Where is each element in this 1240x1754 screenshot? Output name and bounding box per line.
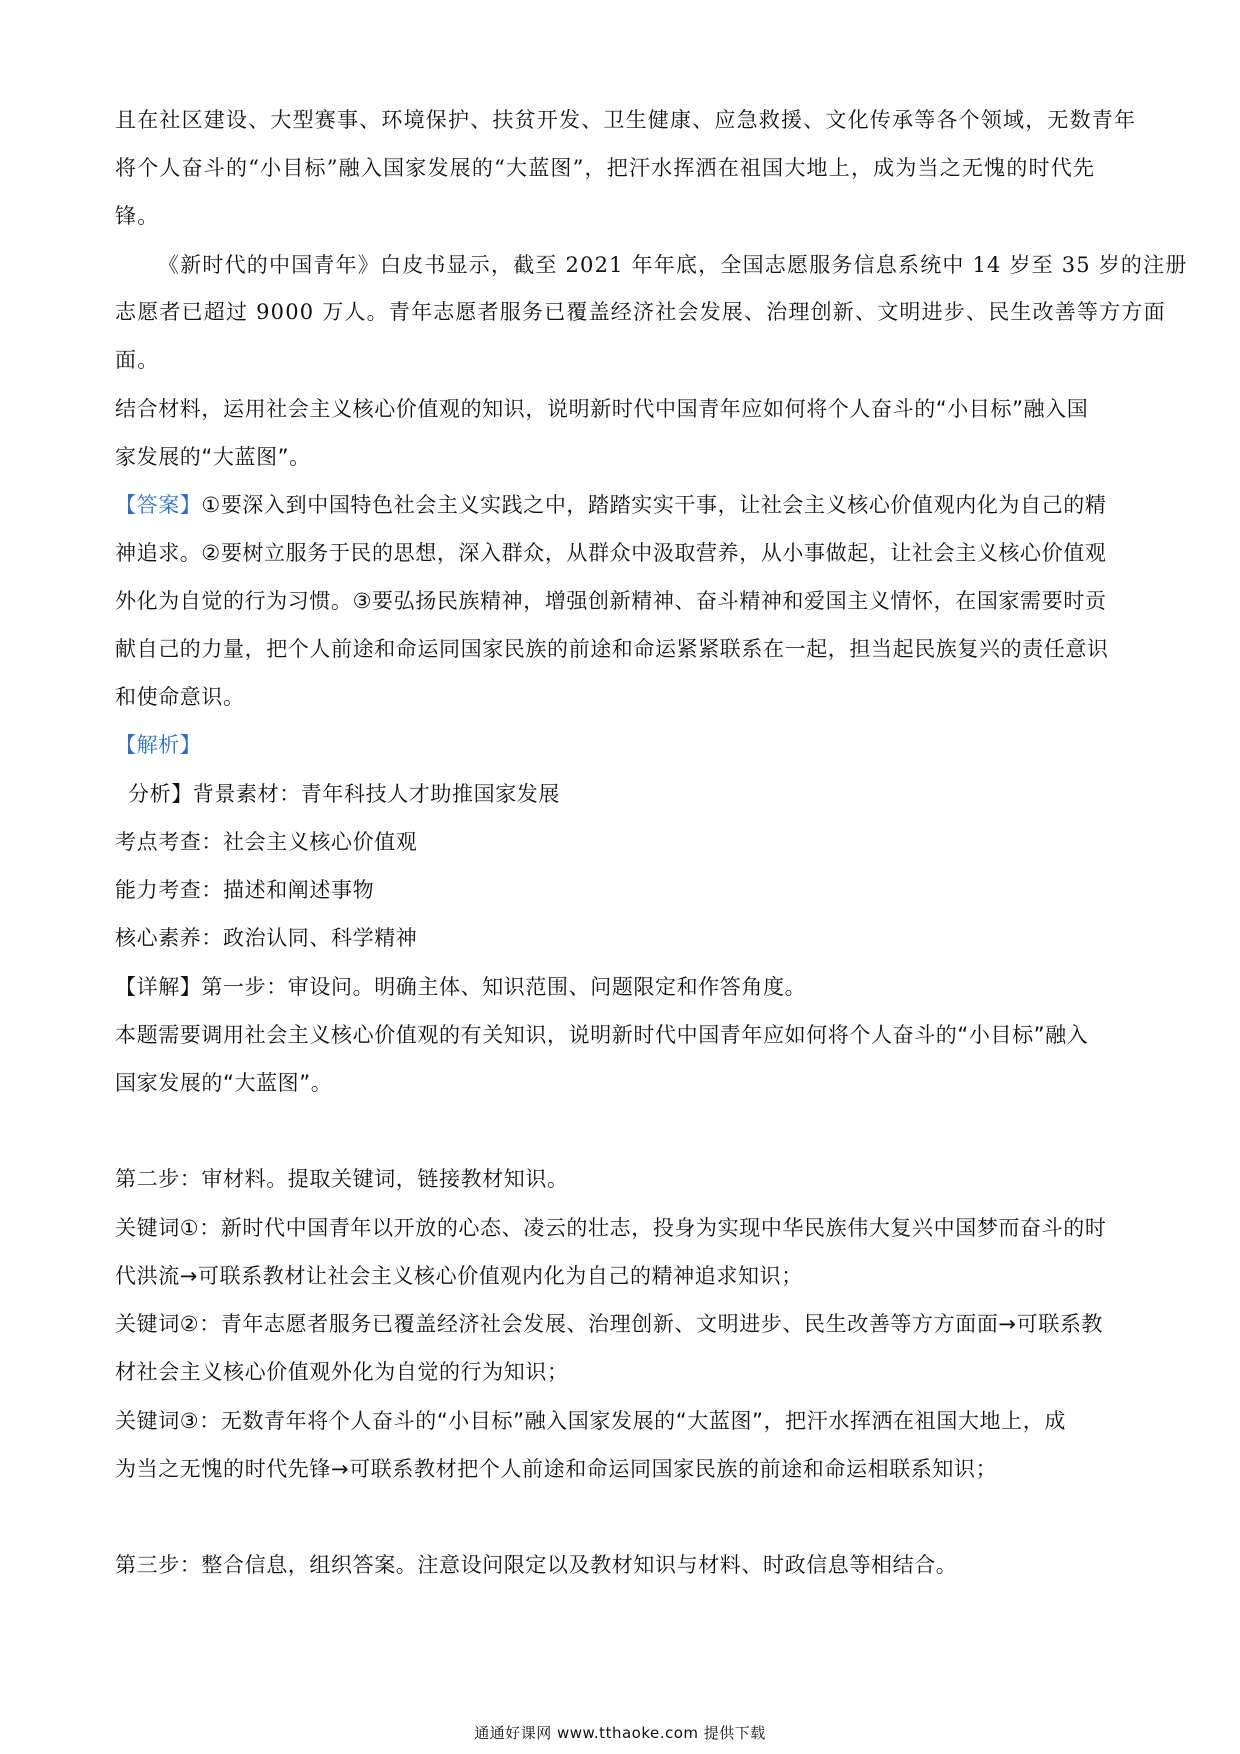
analysis-line: 关键词②：青年志愿者服务已覆盖经济社会发展、治理创新、文明进步、民生改善等方方面面→可联系教	[115, 1312, 1104, 1336]
analysis-line: 材社会主义核心价值观外化为自觉的行为知识；	[115, 1360, 569, 1384]
analysis-line: 核心素养：政治认同、科学精神	[115, 926, 418, 950]
analysis-line: 【详解】第一步：审设问。明确主体、知识范围、问题限定和作答角度。	[115, 975, 807, 999]
page-footer: 通通好课网 www.tthaoke.com 提供下载	[474, 1724, 766, 1742]
analysis-line: 第二步：审材料。提取关键词，链接教材知识。	[115, 1167, 569, 1191]
answer-line: 外化为自觉的行为习惯。③要弘扬民族精神，增强创新精神、奋斗精神和爱国主义情怀，在国家需要时贡	[115, 589, 1107, 613]
answer-text: ①要深入到中国特色社会主义实践之中，踏踏实实干事，让社会主义核心价值观内化为自己的精	[201, 493, 1107, 517]
analysis-line: 关键词①：新时代中国青年以开放的心态、凌云的壮志，投身为实现中华民族伟大复兴中国梦而奋斗的时	[115, 1216, 1107, 1240]
material-line: 锋。	[115, 204, 160, 228]
answer-line: 献自己的力量，把个人前途和命运同国家民族的前途和命运紧紧联系在一起，担当起民族复兴的责任意识	[115, 637, 1109, 661]
answer-tag: 【答案】	[115, 493, 202, 517]
answer-line: 和使命意识。	[115, 685, 245, 709]
question-line: 家发展的“大蓝图”。	[115, 445, 311, 469]
material-line: 《新时代的中国青年》白皮书显示，截至 2021 年年底，全国志愿服务信息系统中 14 岁至 35 岁的注册	[158, 253, 1188, 277]
material-line: 将个人奋斗的“小目标”融入国家发展的“大蓝图”，把汗水挥洒在祖国大地上，成为当之无愧的时代先	[115, 156, 1096, 180]
analysis-line: 本题需要调用社会主义核心价值观的有关知识，说明新时代中国青年应如何将个人奋斗的“小目标”融入	[115, 1023, 1089, 1047]
answer-line: 神追求。②要树立服务于民的思想，深入群众，从群众中汲取营养，从小事做起，让社会主义核心价值观	[115, 541, 1107, 565]
question-line: 结合材料，运用社会主义核心价值观的知识，说明新时代中国青年应如何将个人奋斗的“小目标”融入国	[115, 397, 1089, 421]
answer-line	[115, 490, 1106, 520]
analysis-line: 考点考查：社会主义核心价值观	[115, 830, 418, 854]
analysis-line: 能力考查：描述和阐述事物	[115, 878, 375, 902]
analysis-line: 为当之无愧的时代先锋→可联系教材把个人前途和命运同国家民族的前途和命运相联系知识；	[115, 1457, 998, 1481]
material-line: 志愿者已超过 9000 万人。青年志愿者服务已覆盖经济社会发展、治理创新、文明进步、民生改善等方方面	[115, 300, 1166, 324]
analysis-line: 分析】背景素材：青年科技人才助推国家发展	[128, 782, 560, 806]
material-line: 且在社区建设、大型赛事、环境保护、扶贫开发、卫生健康、应急救援、文化传承等各个领域，无数青年	[115, 108, 1137, 132]
analysis-line: 国家发展的“大蓝图”。	[115, 1071, 333, 1095]
analysis-tag: 【解析】	[115, 733, 202, 757]
analysis-line: 代洪流→可联系教材让社会主义核心价值观内化为自己的精神追求知识；	[115, 1264, 803, 1288]
analysis-tag-line	[115, 730, 201, 760]
material-line: 面。	[115, 348, 160, 372]
analysis-line: 关键词③：无数青年将个人奋斗的“小目标”融入国家发展的“大蓝图”，把汗水挥洒在祖国大地上，成	[115, 1409, 1066, 1433]
analysis-line: 第三步：整合信息，组织答案。注意设问限定以及教材知识与材料、时政信息等相结合。	[115, 1553, 958, 1577]
